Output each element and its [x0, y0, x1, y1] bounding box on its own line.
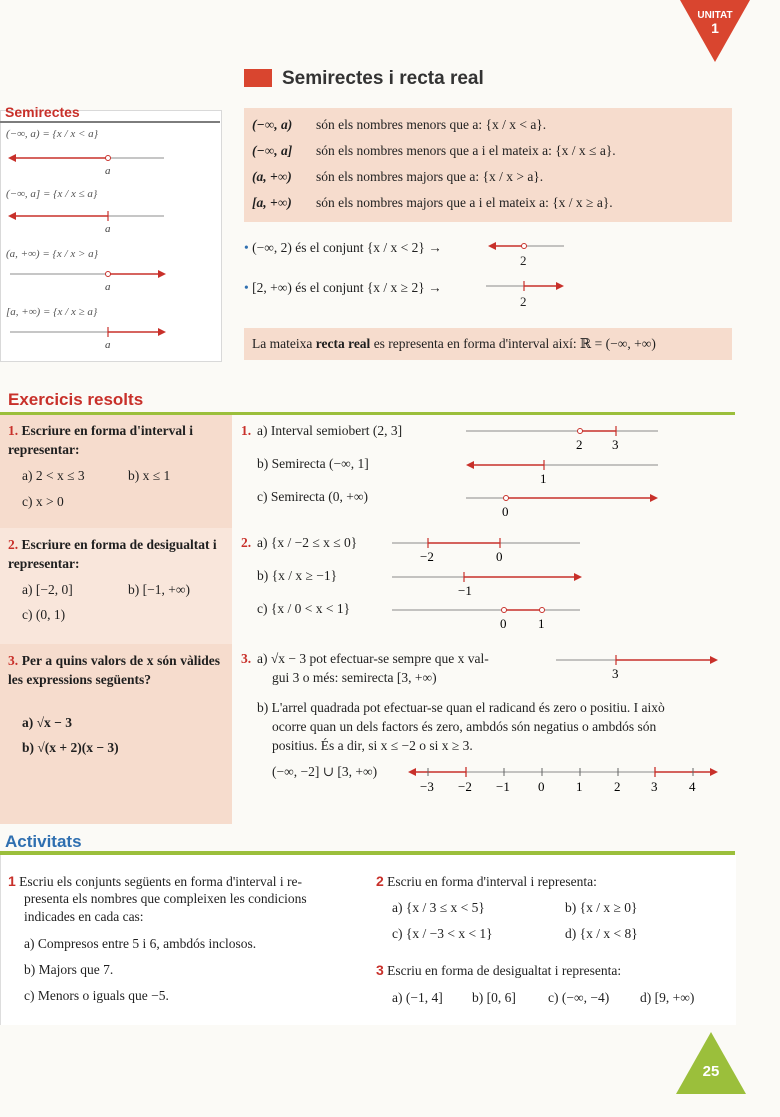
tick-label: 1: [576, 779, 583, 794]
unit-label: [688, 10, 742, 34]
activity-text: Escriu els conjunts següents en forma d'interval i re-: [19, 874, 303, 889]
tick-label: 0: [502, 504, 509, 519]
exercise-part: c) x > 0: [22, 494, 64, 509]
activity-number: 2: [376, 873, 384, 889]
answer-label: b) {x / x ≥ −1}: [257, 568, 338, 583]
sidebar-number-line: [8, 150, 168, 180]
answer-number-line: [466, 489, 660, 521]
tick-label: 1: [538, 616, 545, 631]
answer-union: (−∞, −2] ∪ [3, +∞): [272, 764, 378, 779]
tick-label: 4: [689, 779, 696, 794]
activity-item: b) Majors que 7.: [24, 962, 114, 977]
exercise-question-text: Escriure en forma de desigualtat i representar:: [8, 537, 217, 571]
answer-text: b) L'arrel quadrada pot efectuar-se quan el radicand és zero o positiu. I això: [257, 700, 665, 715]
exercise-part: b) x ≤ 1: [128, 468, 171, 483]
activity: [8, 872, 360, 891]
definition-text: són els nombres majors que a: {x / x > a}.: [316, 169, 544, 184]
answer-number: 3.: [241, 651, 252, 666]
exercise-question: [8, 651, 220, 689]
bullet-item: [244, 240, 442, 256]
exercise-part: b) [−1, +∞): [128, 582, 190, 597]
bullet-icon: •: [244, 240, 249, 255]
exercise-part: a) √x − 3: [22, 715, 72, 730]
tick-label: −2: [420, 549, 434, 564]
activity-number: 1: [8, 873, 16, 889]
definition-interval: (−∞, a]: [252, 143, 293, 158]
activity-item: a) Compresos entre 5 i 6, ambdós inclosos.: [24, 936, 257, 951]
sidebar-point-label: a: [105, 281, 111, 293]
sidebar-number-line: [8, 266, 168, 296]
definition-text: són els nombres majors que a i el mateix a: {x / x ≥ a}.: [316, 195, 613, 210]
activity-item: b) {x / x ≥ 0}: [565, 900, 638, 915]
exercise-question-text: Escriure en forma d'interval i representar:: [8, 423, 193, 457]
activity-item: b) [0, 6]: [472, 990, 516, 1005]
answer-number: 2.: [241, 535, 252, 550]
exercise-part: a) [−2, 0]: [22, 582, 73, 597]
activity-text: Escriu en forma d'interval i representa:: [387, 874, 597, 889]
activity-number: 3: [376, 962, 384, 978]
answer-label: a) {x / −2 ≤ x ≤ 0}: [257, 535, 358, 550]
answer-text: a) √x − 3 pot efectuar-se sempre que x val-: [257, 651, 489, 666]
page-number-badge: [676, 1032, 746, 1094]
tick-label: 2: [614, 779, 621, 794]
sidebar-number-line: [8, 324, 168, 354]
exercise-question: [8, 421, 224, 459]
unit-number: 1: [711, 20, 719, 36]
definition-row: [252, 190, 722, 216]
activities-title: Activitats: [5, 832, 82, 851]
sidebar-point-label: a: [105, 223, 111, 235]
bullet-text: [2, +∞) és el conjunt {x / x ≥ 2} →: [252, 280, 442, 295]
sidebar-rule: [0, 121, 220, 123]
tick-label: −1: [496, 779, 510, 794]
bullet-number-line: [486, 276, 566, 310]
exercise-question: [8, 535, 224, 573]
activity-text: presenta els nombres que compleixen les condicions: [24, 891, 307, 906]
answer-number-line: [466, 456, 660, 488]
real-line-box: [244, 328, 732, 360]
tick-label: 1: [540, 471, 547, 486]
activity-item: c) (−∞, −4): [548, 990, 610, 1005]
exercise-number: 1.: [8, 423, 19, 438]
answer-number-line: [408, 763, 720, 797]
bullet-text: (−∞, 2) és el conjunt {x / x < 2} →: [252, 240, 442, 255]
activity-item: c) Menors o iguals que −5.: [24, 988, 169, 1003]
answer-label: b) Semirecta (−∞, 1]: [257, 456, 369, 471]
sidebar-title: Semirectes: [5, 104, 80, 120]
title-bar-decoration: [244, 69, 272, 87]
activity: [376, 872, 597, 891]
tick-label: 0: [500, 616, 507, 631]
activity-item: a) {x / 3 ≤ x < 5}: [392, 900, 485, 915]
bullet-number-line: [488, 236, 568, 270]
answer-text: ocorre quan un dels factors és zero, ambdós són negatius o ambdós són: [272, 719, 657, 734]
tick-label: −1: [458, 583, 472, 598]
tick-label: 3: [651, 779, 658, 794]
answer-label: a) Interval semiobert (2, 3]: [257, 423, 403, 438]
definition-interval: [a, +∞): [252, 195, 292, 210]
answer-text: positius. És a dir, si x ≤ −2 o si x ≥ 3.: [272, 738, 473, 753]
bullet-point-label: 2: [520, 294, 527, 309]
real-line-suffix: es representa en forma d'interval així: ℝ = (−∞, +∞): [370, 336, 656, 351]
activity-item: d) {x / x < 8}: [565, 926, 638, 941]
answer-number-line: [392, 601, 582, 633]
bullet-point-label: 2: [520, 253, 527, 268]
activity-item: d) [9, +∞): [640, 990, 695, 1005]
unit-label-text: UNITAT: [697, 10, 733, 21]
activity-item: a) (−1, 4]: [392, 990, 443, 1005]
sidebar-item-notation: (−∞, a] = {x / x ≤ a}: [6, 188, 98, 200]
sidebar-point-label: a: [105, 165, 111, 177]
tick-label: −3: [420, 779, 434, 794]
tick-label: 0: [538, 779, 545, 794]
exercise-number: 3.: [8, 653, 19, 668]
exercise-question-text: Per a quins valors de x són vàlides les expressions següents?: [8, 653, 221, 687]
page-title: Semirectes i recta real: [282, 68, 484, 89]
definition-interval: (−∞, a): [252, 117, 293, 132]
answer-number-line: [392, 568, 582, 600]
tick-label: 0: [496, 549, 503, 564]
exercise-part: c) (0, 1): [22, 607, 66, 622]
bullet-item: [244, 280, 442, 296]
answer-number-line: [466, 422, 660, 454]
activity-text: indicades en cada cas:: [24, 909, 144, 924]
definition-row: [252, 164, 722, 190]
sidebar-point-label: a: [105, 339, 111, 351]
definition-row: [252, 112, 722, 138]
bullet-icon: •: [244, 280, 249, 295]
activity: [376, 961, 621, 980]
page-number: 25: [702, 1063, 720, 1080]
tick-label: −2: [458, 779, 472, 794]
answer-number-line: [556, 652, 720, 682]
definition-text: són els nombres menors que a i el mateix a: {x / x ≤ a}.: [316, 143, 616, 158]
tick-label: 3: [612, 666, 619, 681]
real-line-bold: recta real: [315, 336, 371, 351]
activity-text: Escriu en forma de desigualtat i representa:: [387, 963, 622, 978]
tick-label: 3: [612, 437, 619, 452]
answer-number-line: [392, 534, 582, 566]
sidebar-item-notation: (−∞, a) = {x / x < a}: [6, 128, 99, 140]
real-line-prefix: La mateixa: [252, 336, 316, 351]
definition-interval: (a, +∞): [252, 169, 292, 184]
answer-text: gui 3 o més: semirecta [3, +∞): [272, 670, 437, 685]
answer-number: 1.: [241, 423, 252, 438]
activity-item: c) {x / −3 < x < 1}: [392, 926, 493, 941]
exercise-part: a) 2 < x ≤ 3: [22, 468, 85, 483]
definition-text: són els nombres menors que a: {x / x < a}.: [316, 117, 547, 132]
sidebar-item-notation: [a, +∞) = {x / x ≥ a}: [6, 306, 98, 318]
definition-row: [252, 138, 722, 164]
exercise-part: b) √(x + 2)(x − 3): [22, 740, 119, 755]
exercise-number: 2.: [8, 537, 19, 552]
tick-label: 2: [576, 437, 583, 452]
answer-label: c) {x / 0 < x < 1}: [257, 601, 351, 616]
exercises-title: Exercicis resolts: [8, 390, 144, 409]
sidebar-number-line: [8, 208, 168, 238]
answer-label: c) Semirecta (0, +∞): [257, 489, 368, 504]
sidebar-item-notation: (a, +∞) = {x / x > a}: [6, 248, 99, 260]
